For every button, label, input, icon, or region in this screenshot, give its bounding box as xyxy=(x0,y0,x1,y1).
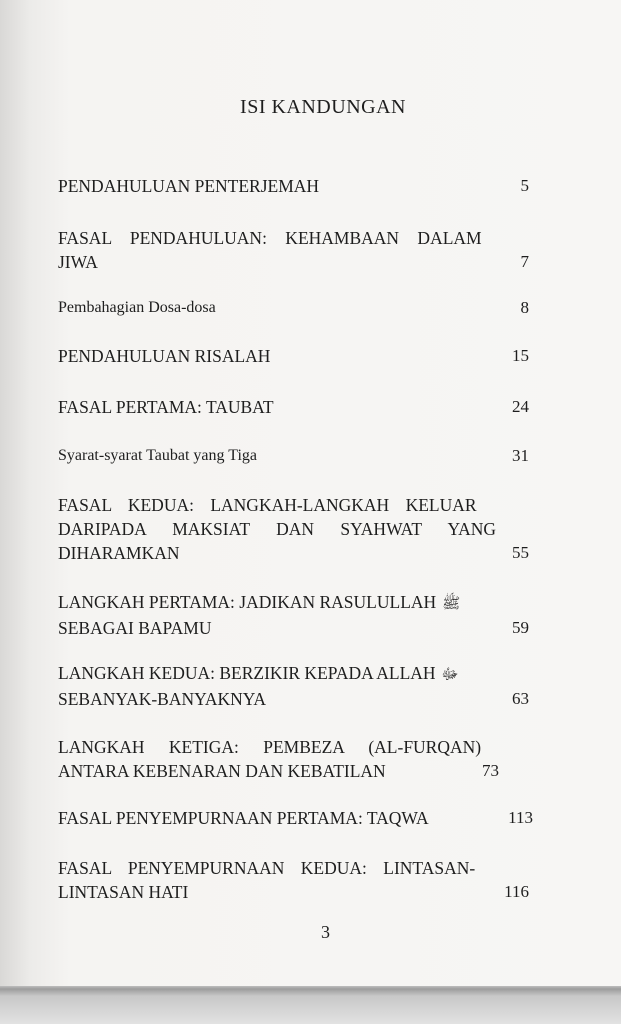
page-number: 3 xyxy=(321,922,330,942)
toc-entry xyxy=(58,806,533,830)
toc-entry-text: LINTASAN HATI xyxy=(58,882,189,902)
toc-page-number: 73 xyxy=(482,761,499,780)
toc-page-number: 55 xyxy=(512,543,529,562)
toc-page-number: 15 xyxy=(512,346,529,365)
toc-entry-text: FASAL PERTAMA: TAUBAT xyxy=(58,397,274,417)
toc-entry-text: FASAL PENYEMPURNAAN KEDUA: LINTASAN- xyxy=(58,858,476,878)
toc-entry-text: LANGKAH KEDUA: BERZIKIR KEPADA ALLAH xyxy=(58,663,436,683)
toc-entry xyxy=(58,395,529,419)
toc-page-number: 59 xyxy=(512,618,529,637)
toc-entry-text: FASAL PENYEMPURNAAN PERTAMA: TAQWA xyxy=(58,808,429,828)
toc-entry-text: FASAL PENDAHULUAN: KEHAMBAAN DALAM xyxy=(58,228,482,248)
toc-entry-text: Pembahagian Dosa-dosa xyxy=(58,299,216,316)
toc-page-number: 116 xyxy=(504,882,529,901)
jalla-jalaluhu-symbol-icon: ﷻ xyxy=(441,667,459,683)
toc-entry xyxy=(58,856,529,904)
toc-entry-text: ANTARA KEBENARAN DAN KEBATILAN xyxy=(58,761,386,781)
toc-page-number: 7 xyxy=(520,252,529,271)
toc-page-number: 63 xyxy=(512,689,529,708)
toc-entry-text: PENDAHULUAN RISALAH xyxy=(58,346,271,366)
toc-entry-text: PENDAHULUAN PENTERJEMAH xyxy=(58,176,320,196)
toc-entry-text: SEBANYAK-BANYAKNYA xyxy=(58,689,267,709)
toc-entry xyxy=(58,735,529,783)
toc-entry-text: FASAL KEDUA: LANGKAH-LANGKAH KELUAR xyxy=(58,495,477,515)
toc-entry-text: Syarat-syarat Taubat yang Tiga xyxy=(58,447,257,464)
toc-entry xyxy=(58,493,529,565)
toc-entry xyxy=(58,174,529,198)
toc-entry xyxy=(58,344,529,368)
toc-entry-text: DARIPADA MAKSIAT DAN SYAHWAT YANG xyxy=(58,519,497,539)
salawat-symbol-icon: ﷺ xyxy=(442,596,461,612)
toc-entry xyxy=(58,444,529,468)
toc-entry-text: LANGKAH KETIGA: PEMBEZA (AL-FURQAN) xyxy=(58,737,482,757)
toc-page-number: 113 xyxy=(508,808,533,827)
toc-entry xyxy=(58,226,529,274)
toc-entry-text: JIWA xyxy=(58,252,98,272)
toc-entry xyxy=(58,590,529,640)
toc-entry xyxy=(58,296,529,320)
toc-page-number: 8 xyxy=(520,298,529,317)
toc-page-number: 31 xyxy=(512,446,529,465)
toc-entry-text: DIHARAMKAN xyxy=(58,543,180,563)
toc-entry-text: SEBAGAI BAPAMU xyxy=(58,618,212,638)
page-title: ISI KANDUNGAN xyxy=(240,96,406,118)
toc-entry-text: LANGKAH PERTAMA: JADIKAN RASULULLAH xyxy=(58,592,437,612)
toc-entry xyxy=(58,661,529,711)
toc-page-number: 24 xyxy=(512,397,529,416)
toc-page-number: 5 xyxy=(520,176,529,195)
page-bottom-edge xyxy=(0,986,621,1024)
